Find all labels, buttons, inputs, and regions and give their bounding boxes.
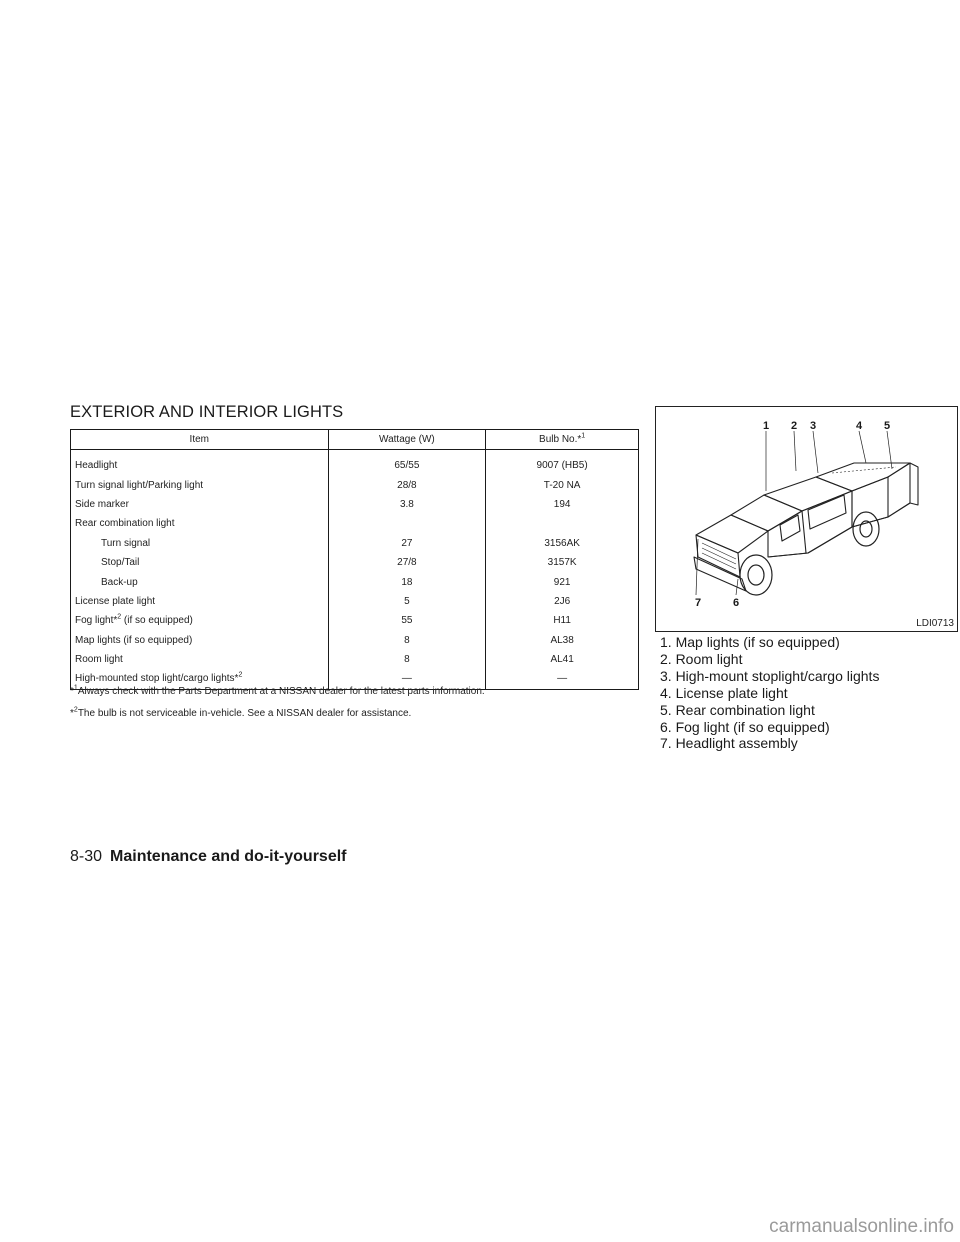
item-cell: Rear combination light: [75, 518, 175, 530]
item-cell: Turn signal light/Parking light: [75, 479, 204, 491]
header-wattage: Wattage (W): [328, 430, 486, 450]
item-cell: Side marker: [75, 498, 129, 510]
wattage-cell: 55: [328, 611, 486, 630]
table-row: [71, 650, 639, 669]
wattage-cell: 8: [328, 650, 486, 669]
wattage-cell: 28/8: [328, 475, 486, 494]
truck-illustration: [656, 407, 957, 631]
wattage-cell: 5: [328, 592, 486, 611]
table-row: [71, 475, 639, 494]
bulb-cell: T-20 NA: [486, 475, 639, 494]
figure-code: LDI0713: [916, 618, 954, 629]
wattage-cell: —: [328, 669, 486, 689]
bulb-cell: 3156AK: [486, 534, 639, 553]
bulb-cell: 194: [486, 495, 639, 514]
callout-6: 6: [732, 597, 740, 609]
truck-lights-figure: [655, 406, 958, 632]
page-footer: [70, 848, 347, 866]
callout-3: 3: [809, 420, 817, 432]
legend-item: 1. Map lights (if so equipped): [660, 634, 840, 650]
table-row: [71, 592, 639, 611]
callout-4: 4: [855, 420, 863, 432]
table-row: [71, 631, 639, 650]
header-item: Item: [71, 430, 329, 450]
table-row: [71, 450, 639, 476]
footnote-1: *$^1$Always check with the Parts Department at a NISSAN dealer for the latest parts information.: [70, 684, 485, 697]
table-row: [71, 572, 639, 591]
item-cell: Map lights (if so equipped): [75, 634, 193, 646]
wattage-cell: 27/8: [328, 553, 486, 572]
table-row: [71, 534, 639, 553]
truck-body-outline: [694, 463, 918, 591]
item-cell: Back-up: [101, 576, 138, 588]
wattage-cell: 65/55: [328, 450, 486, 476]
bulb-cell: 921: [486, 572, 639, 591]
wattage-cell: 27: [328, 534, 486, 553]
bulb-cell: AL41: [486, 650, 639, 669]
legend-item: 4. License plate light: [660, 684, 788, 701]
chapter-title: Maintenance and do-it-yourself: [110, 848, 347, 865]
table-row: [71, 611, 639, 630]
item-cell: License plate light: [75, 595, 156, 607]
page-number: 8-30: [70, 848, 103, 865]
item-cell: Stop/Tail: [101, 557, 140, 569]
bulb-cell: 2J6: [486, 592, 639, 611]
bulb-cell: AL38: [486, 631, 639, 650]
item-cell: Headlight: [75, 460, 118, 472]
callout-1: 1: [762, 420, 770, 432]
bulb-cell: 3157K: [486, 553, 639, 572]
legend-item: 6. Fog light (if so equipped): [660, 718, 830, 735]
legend-item: 7. Headlight assembly: [660, 735, 798, 752]
wattage-cell: [328, 514, 486, 533]
table-header-row: [71, 430, 639, 450]
figure-legend: [660, 634, 879, 752]
footnote-2: *$^2$The bulb is not serviceable in-vehicle. See a NISSAN dealer for assistance.: [70, 706, 412, 719]
wattage-cell: 3.8: [328, 495, 486, 514]
wattage-cell: 18: [328, 572, 486, 591]
bulb-cell: H11: [486, 611, 639, 630]
grille-lines: [702, 543, 736, 569]
bulb-cell: [486, 514, 639, 533]
bulb-specification-table: [70, 429, 639, 690]
item-cell: Room light: [75, 654, 123, 666]
section-title: EXTERIOR AND INTERIOR LIGHTS: [70, 403, 344, 421]
callout-7: 7: [694, 597, 702, 609]
legend-item: 3. High-mount stoplight/cargo lights: [660, 667, 880, 684]
item-cell: Fog light*$^2$ (if so equipped): [75, 613, 193, 627]
callout-5: 5: [883, 420, 891, 432]
header-bulb-number: Bulb No.*$^1$: [486, 430, 639, 450]
table-row: [71, 553, 639, 572]
watermark: carmanualsonline.info: [769, 1216, 954, 1237]
bulb-cell: 9007 (HB5): [486, 450, 639, 476]
wattage-cell: 8: [328, 631, 486, 650]
callout-numbers: [695, 420, 890, 609]
item-cell: High-mounted stop light/cargo lights*$^2$: [75, 672, 243, 685]
callout-2: 2: [790, 420, 798, 432]
table-row: [71, 514, 639, 533]
item-cell: Turn signal: [101, 537, 151, 549]
bulb-cell: —: [486, 669, 639, 689]
legend-item: 5. Rear combination light: [660, 701, 815, 718]
legend-item: 2. Room light: [660, 650, 743, 667]
table-row: [71, 495, 639, 514]
